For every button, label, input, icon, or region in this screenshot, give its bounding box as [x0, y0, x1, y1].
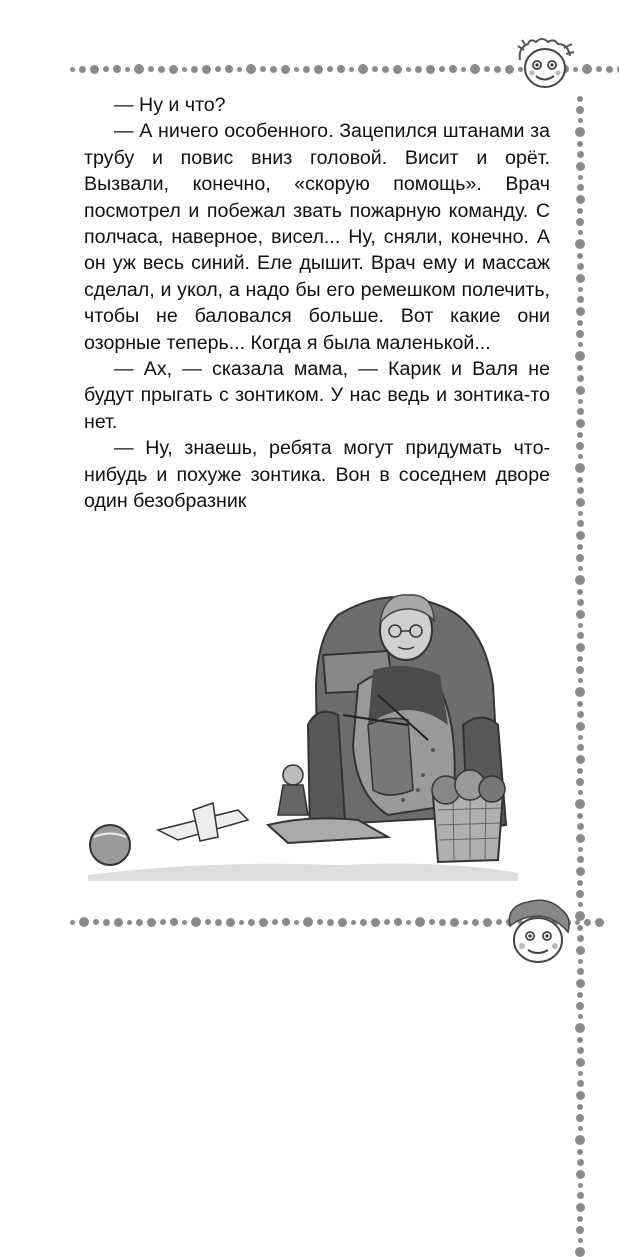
- decorative-dot: [578, 118, 583, 123]
- decorative-dot: [595, 918, 604, 927]
- decorative-dot: [578, 566, 583, 571]
- decorative-dot: [576, 386, 585, 395]
- decorative-dot: [577, 632, 584, 639]
- decorative-dot: [577, 1037, 583, 1043]
- decorative-dot: [327, 66, 333, 72]
- decorative-dot: [282, 918, 290, 926]
- decorative-dot: [576, 890, 584, 898]
- decorative-dot: [577, 1216, 583, 1222]
- decorative-dot: [439, 66, 445, 72]
- decorative-dot: [360, 919, 367, 926]
- decorative-dot: [470, 64, 480, 74]
- decorative-dot: [576, 1002, 584, 1010]
- decorative-dot: [575, 463, 585, 473]
- decorative-dot: [576, 307, 585, 316]
- decorative-dot: [578, 287, 583, 292]
- decorative-dot: [577, 184, 584, 191]
- decorative-dot: [226, 918, 235, 927]
- decorative-dot: [191, 66, 198, 73]
- decorative-dot: [90, 65, 99, 74]
- decorative-dot: [582, 64, 592, 74]
- decorative-dot: [577, 487, 584, 494]
- decorative-dot: [576, 610, 585, 619]
- decorative-dot: [472, 919, 479, 926]
- decorative-dot: [576, 1058, 585, 1067]
- decorative-dot: [148, 66, 154, 72]
- decorative-dot: [114, 918, 123, 927]
- decorative-dot: [577, 1047, 584, 1054]
- decorative-dot: [576, 106, 584, 114]
- decorative-dot: [576, 330, 584, 338]
- decorative-dot: [260, 66, 266, 72]
- decorative-dot: [577, 477, 583, 483]
- decorative-dot: [578, 1238, 583, 1243]
- decorative-dot: [576, 1114, 584, 1122]
- right-dotted-border: [575, 96, 585, 1257]
- decorative-dot: [577, 432, 583, 438]
- decorative-dot: [578, 623, 583, 628]
- girl-face-icon: [514, 36, 576, 99]
- decorative-dot: [576, 643, 585, 652]
- decorative-dot: [450, 918, 459, 927]
- decorative-dot: [576, 498, 585, 507]
- decorative-dot: [576, 554, 584, 562]
- decorative-dot: [577, 1104, 583, 1110]
- decorative-dot: [576, 218, 584, 226]
- decorative-dot: [246, 64, 256, 74]
- decorative-dot: [575, 239, 585, 249]
- decorative-dot: [270, 66, 277, 73]
- decorative-dot: [505, 65, 514, 74]
- decorative-dot: [70, 920, 75, 925]
- decorative-dot: [575, 575, 585, 585]
- decorative-dot: [113, 65, 121, 73]
- decorative-dot: [576, 946, 585, 955]
- decorative-dot: [576, 778, 584, 786]
- decorative-dot: [578, 454, 583, 459]
- decorative-dot: [578, 175, 583, 180]
- decorative-dot: [577, 656, 583, 662]
- decorative-dot: [576, 442, 584, 450]
- decorative-dot: [575, 1023, 585, 1033]
- decorative-dot: [406, 67, 411, 72]
- decorative-dot: [327, 919, 334, 926]
- decorative-dot: [578, 511, 583, 516]
- decorative-dot: [429, 919, 435, 925]
- decorative-dot: [576, 755, 585, 764]
- decorative-dot: [576, 1170, 585, 1179]
- decorative-dot: [577, 589, 583, 595]
- decorative-dot: [93, 919, 99, 925]
- decorative-dot: [577, 968, 584, 975]
- decorative-dot: [182, 920, 187, 925]
- text-paragraph: — А ничего особенного. Зацепился штанами за трубу и повис вниз головой. Висит и орёт. Вызвали, конечно, «скорую помощь». Врач посмотрел и побежал звать пожарную команду. С полчаса, наверное, висел... Ну, сняли, конечно. А он уж весь синий. Еле дышит. Врач ему и массаж сделал, и укол, а надо бы его ремешком полечить, чтобы не баловался больше. Вот какие они озорные теперь... Когда я была маленькой...: [84, 120, 550, 354]
- decorative-dot: [338, 918, 347, 927]
- decorative-dot: [136, 919, 143, 926]
- decorative-dot: [578, 1014, 583, 1019]
- decorative-dot: [358, 64, 368, 74]
- decorative-dot: [160, 919, 166, 925]
- decorative-dot: [578, 847, 583, 852]
- decorative-dot: [463, 920, 468, 925]
- decorative-dot: [237, 67, 242, 72]
- decorative-dot: [215, 919, 222, 926]
- decorative-dot: [577, 701, 583, 707]
- decorative-dot: [484, 66, 490, 72]
- decorative-dot: [578, 342, 583, 347]
- decorative-dot: [578, 678, 583, 683]
- decorative-dot: [205, 919, 211, 925]
- decorative-dot: [272, 919, 278, 925]
- decorative-dot: [483, 918, 492, 927]
- decorative-dot: [577, 253, 583, 259]
- decorative-dot: [70, 67, 75, 72]
- decorative-dot: [248, 919, 255, 926]
- decorative-dot: [576, 1203, 585, 1212]
- decorative-dot: [337, 65, 345, 73]
- decorative-dot: [371, 918, 380, 927]
- decorative-dot: [281, 65, 290, 74]
- decorative-dot: [406, 920, 411, 925]
- decorative-dot: [577, 320, 583, 326]
- decorative-dot: [577, 544, 583, 550]
- decorative-dot: [125, 67, 130, 72]
- decorative-dot: [584, 919, 591, 926]
- decorative-dot: [384, 919, 390, 925]
- decorative-dot: [576, 666, 584, 674]
- decorative-dot: [169, 65, 178, 74]
- decorative-dot: [578, 1126, 583, 1131]
- decorative-dot: [577, 1149, 583, 1155]
- decorative-dot: [576, 867, 585, 876]
- decorative-dot: [577, 296, 584, 303]
- decorative-dot: [494, 66, 501, 73]
- decorative-dot: [575, 1247, 585, 1257]
- decorative-dot: [303, 66, 310, 73]
- decorative-dot: [577, 935, 584, 942]
- decorative-dot: [578, 902, 583, 907]
- boy-face-icon: [500, 896, 576, 973]
- decorative-dot: [461, 67, 466, 72]
- decorative-dot: [415, 917, 425, 927]
- decorative-dot: [575, 1135, 585, 1145]
- decorative-dot: [239, 920, 244, 925]
- decorative-dot: [578, 735, 583, 740]
- decorative-dot: [577, 1080, 584, 1087]
- text-paragraph: — Ну и что?: [114, 94, 226, 116]
- decorative-dot: [351, 920, 356, 925]
- decorative-dot: [578, 230, 583, 235]
- decorative-dot: [191, 917, 201, 927]
- page-text: [84, 92, 550, 515]
- decorative-dot: [225, 65, 233, 73]
- decorative-dot: [393, 65, 402, 74]
- decorative-dot: [576, 531, 585, 540]
- decorative-dot: [147, 918, 156, 927]
- decorative-dot: [576, 195, 585, 204]
- decorative-dot: [79, 66, 86, 73]
- decorative-dot: [578, 399, 583, 404]
- decorative-dot: [314, 65, 323, 74]
- decorative-dot: [577, 823, 584, 830]
- decorative-dot: [577, 141, 583, 147]
- decorative-dot: [158, 66, 165, 73]
- decorative-dot: [576, 419, 585, 428]
- decorative-dot: [372, 66, 378, 72]
- decorative-dot: [79, 917, 89, 927]
- decorative-dot: [215, 66, 221, 72]
- decorative-dot: [578, 790, 583, 795]
- decorative-dot: [576, 834, 585, 843]
- decorative-dot: [577, 1159, 584, 1166]
- decorative-dot: [575, 351, 585, 361]
- decorative-dot: [576, 274, 585, 283]
- decorative-dot: [577, 599, 584, 606]
- decorative-dot: [127, 920, 132, 925]
- decorative-dot: [577, 768, 583, 774]
- decorative-dot: [596, 66, 602, 72]
- decorative-dot: [394, 918, 402, 926]
- decorative-dot: [578, 1071, 583, 1076]
- decorative-dot: [577, 880, 583, 886]
- decorative-dot: [577, 1192, 584, 1199]
- decorative-dot: [202, 65, 211, 74]
- decorative-dot: [577, 408, 584, 415]
- decorative-dot: [294, 67, 299, 72]
- decorative-dot: [426, 65, 435, 74]
- decorative-dot: [577, 208, 583, 214]
- decorative-dot: [577, 992, 583, 998]
- decorative-dot: [577, 263, 584, 270]
- decorative-dot: [103, 66, 109, 72]
- decorative-dot: [606, 66, 613, 73]
- text-paragraph: — Ну, знаешь, ребята могут придумать что-нибудь и похуже зонтика. Вон в соседнем дворе один безобразник: [84, 437, 550, 513]
- decorative-dot: [303, 917, 313, 927]
- decorative-dot: [575, 687, 585, 697]
- decorative-dot: [576, 1091, 585, 1100]
- decorative-dot: [439, 919, 446, 926]
- decorative-dot: [576, 979, 585, 988]
- decorative-dot: [577, 375, 584, 382]
- decorative-dot: [382, 66, 389, 73]
- decorative-dot: [577, 96, 583, 102]
- decorative-dot: [577, 711, 584, 718]
- decorative-dot: [578, 1183, 583, 1188]
- decorative-dot: [577, 856, 584, 863]
- decorative-dot: [577, 813, 583, 819]
- decorative-dot: [576, 162, 585, 171]
- decorative-dot: [415, 66, 422, 73]
- decorative-dot: [134, 64, 144, 74]
- decorative-dot: [182, 67, 187, 72]
- decorative-dot: [449, 65, 457, 73]
- decorative-dot: [294, 920, 299, 925]
- decorative-dot: [576, 1226, 584, 1234]
- text-paragraph: — Ах, — сказала мама, — Карик и Валя не будут прыгать с зонтиком. У нас ведь и зонтика-то нет.: [84, 358, 550, 433]
- decorative-dot: [576, 722, 585, 731]
- decorative-dot: [259, 918, 268, 927]
- decorative-dot: [577, 520, 584, 527]
- decorative-dot: [575, 799, 585, 809]
- decorative-dot: [577, 365, 583, 371]
- decorative-dot: [170, 918, 178, 926]
- decorative-dot: [575, 127, 585, 137]
- grandmother-illustration: [88, 575, 528, 890]
- decorative-dot: [349, 67, 354, 72]
- decorative-dot: [578, 959, 583, 964]
- decorative-dot: [317, 919, 323, 925]
- decorative-dot: [103, 919, 110, 926]
- decorative-dot: [577, 151, 584, 158]
- decorative-dot: [577, 744, 584, 751]
